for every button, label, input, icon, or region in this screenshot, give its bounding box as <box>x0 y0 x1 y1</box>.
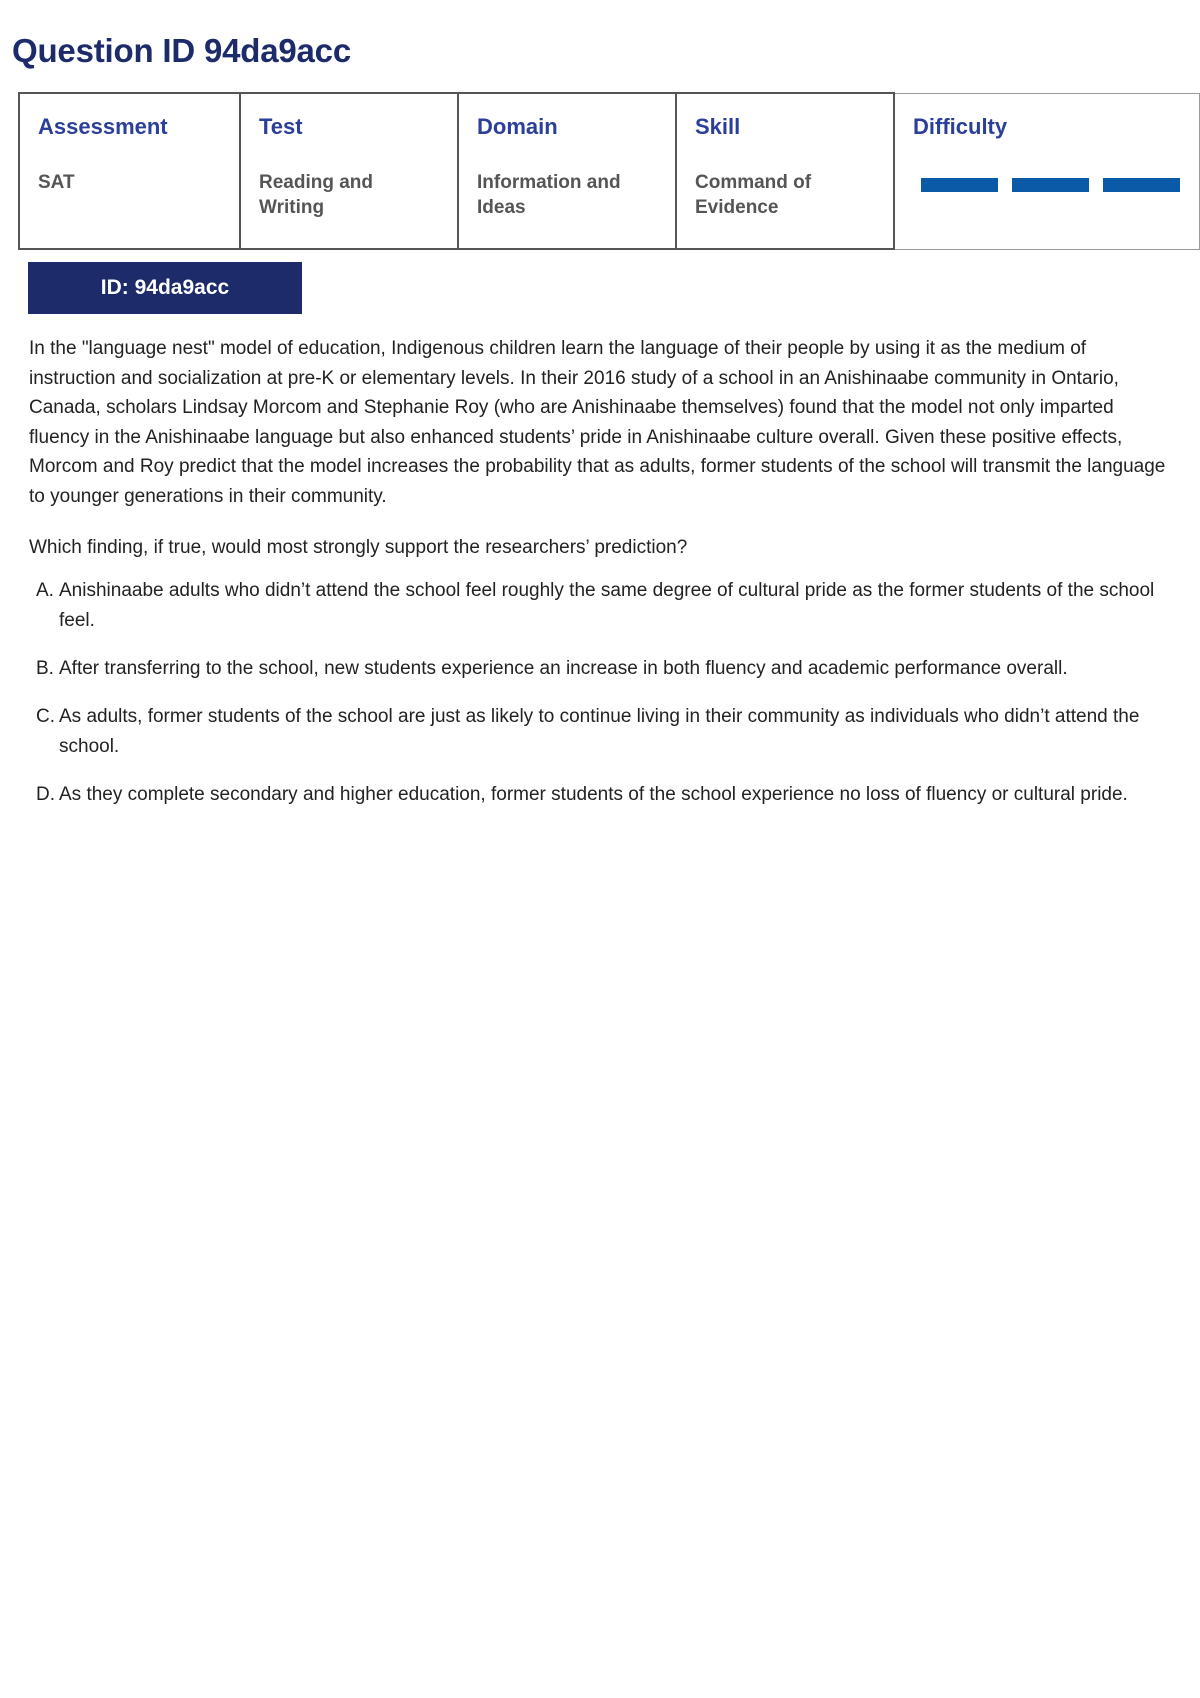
difficulty-bar-3 <box>1103 178 1180 192</box>
answer-choice-a[interactable] <box>36 576 1166 636</box>
difficulty-cell <box>894 93 1200 249</box>
choice-letter: D. <box>36 784 55 805</box>
test-value: Reading and Writing <box>259 172 374 218</box>
answer-choice-b[interactable] <box>36 654 1166 684</box>
choice-text: As they complete secondary and higher education, former students of the school experience no loss of fluency or cultural pride. <box>59 784 1128 805</box>
domain-cell <box>458 93 676 249</box>
answer-choices <box>36 576 1166 828</box>
assessment-label: Assessment <box>38 114 168 139</box>
answer-choice-c[interactable] <box>36 702 1166 762</box>
skill-cell <box>676 93 894 249</box>
difficulty-bar-1 <box>921 178 998 192</box>
domain-label: Domain <box>477 114 558 139</box>
passage-text: In the "language nest" model of education, Indigenous children learn the language of their people by using it as the medium of instruction and socialization at pre-K or elementary levels. In their 2016 study of a school in an Anishinaabe community in Ontario, Canada, scholars Lindsay Morcom and Stephanie Roy (who are Anishinaabe themselves) found that the model not only imparted fluency in the Anishinaabe language but also enhanced students’ pride in Anishinaabe culture overall. Given these positive effects, Morcom and Roy predict that the model increases the probability that as adults, former students of the school will transmit the language to younger generations in their community. <box>29 338 1166 507</box>
difficulty-bar-2 <box>1012 178 1089 192</box>
choice-text: As adults, former students of the school are just as likely to continue living in their community as individuals who didn’t attend the school. <box>59 706 1140 757</box>
choice-letter: C. <box>36 706 55 727</box>
difficulty-label: Difficulty <box>913 113 1008 139</box>
choice-text: Anishinaabe adults who didn’t attend the school feel roughly the same degree of cultural pride as the former students of the school feel. <box>59 580 1155 631</box>
assessment-value: SAT <box>38 172 75 193</box>
metadata-row <box>19 93 1200 249</box>
question-id-badge: ID: 94da9acc <box>28 262 302 314</box>
choice-letter: B. <box>36 658 54 679</box>
domain-value: Information and Ideas <box>477 172 621 218</box>
answer-choice-d[interactable] <box>36 780 1166 810</box>
choice-letter: A. <box>36 580 54 601</box>
skill-label: Skill <box>695 114 741 139</box>
choice-text: After transferring to the school, new students experience an increase in both fluency and academic performance overall. <box>59 658 1068 679</box>
page-title: Question ID 94da9acc <box>12 32 351 69</box>
test-cell <box>240 93 458 249</box>
question-stem: Which finding, if true, would most strongly support the researchers’ prediction? <box>29 537 688 558</box>
skill-value: Command of Evidence <box>695 172 812 218</box>
difficulty-meter <box>921 178 1181 192</box>
test-label: Test <box>259 114 303 139</box>
question-metadata-table <box>18 92 1200 250</box>
assessment-cell <box>19 93 240 249</box>
